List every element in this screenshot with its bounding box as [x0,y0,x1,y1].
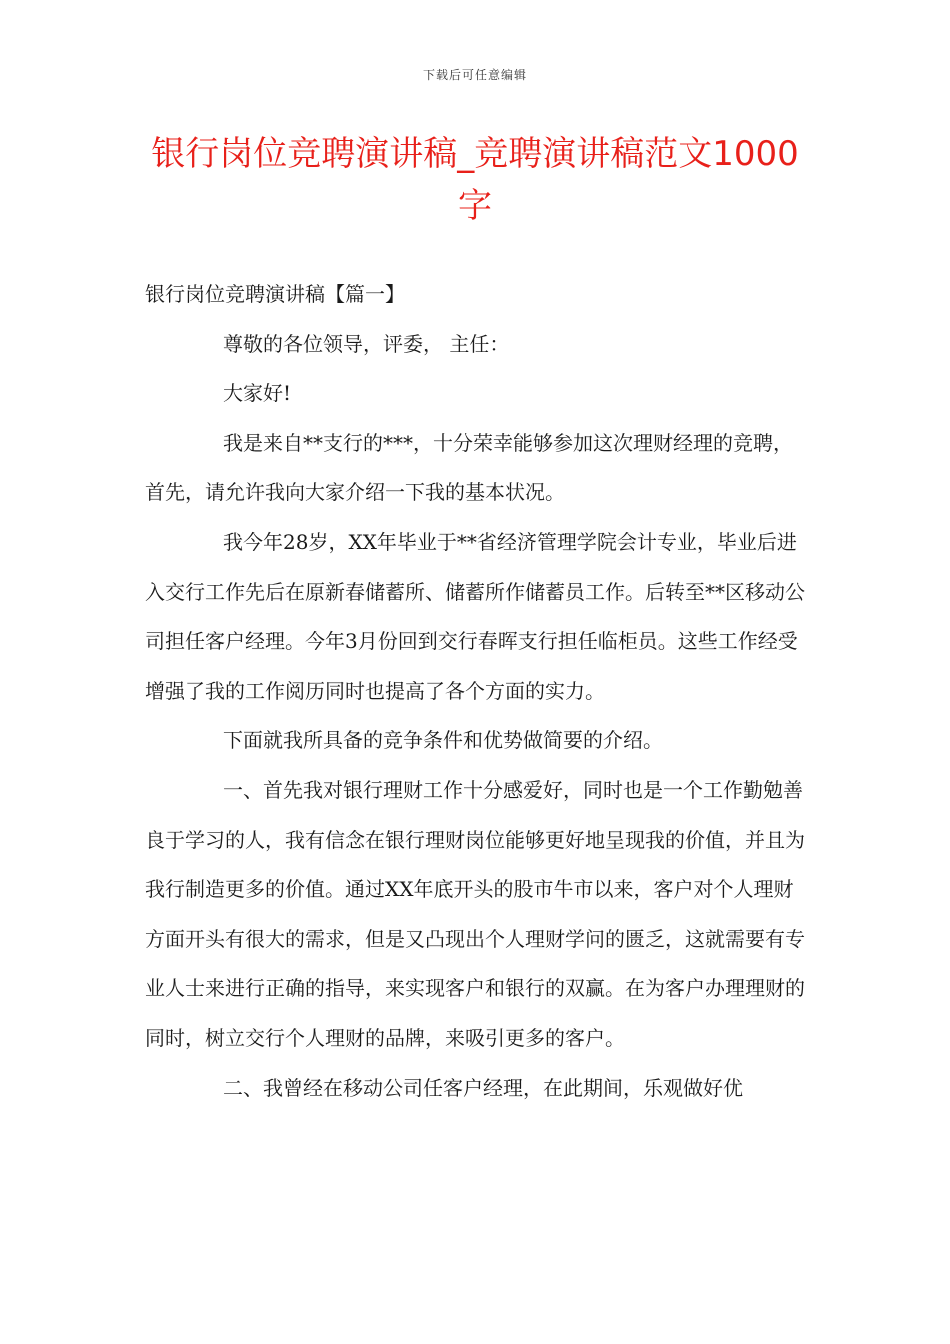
paragraph-point-one: 一、首先我对银行理财工作十分感爱好，同时也是一个工作勤勉善良于学习的人，我有信念在银行理财岗位能够更好地呈现我的价值，并且为我行制造更多的价值。通过XX年底开头的股市牛市以来，客户对个人理财方面开头有很大的需求，但是又凸现出个人理财学问的匮乏，这就需要有专业人士来进行正确的指导，来实现客户和银行的双赢。在为客户办理理财的同时，树立交行个人理财的品牌，来吸引更多的客户。 [145,777,805,1050]
paragraph-introduction: 我是来自**支行的***，十分荣幸能够参加这次理财经理的竞聘，首先，请允许我向大家介绍一下我的基本状况。 [145,430,793,505]
paragraph-overview: 下面就我所具备的竞争条件和优势做简要的介绍。 [223,728,663,753]
document-title: 银行岗位竞聘演讲稿_竞聘演讲稿范文1000字 [151,134,799,226]
page-header-note: 下载后可任意编辑 [422,68,527,82]
section-heading: 银行岗位竞聘演讲稿【篇一】 [145,282,405,306]
paragraph-background: 我今年28岁，XX年毕业于**省经济管理学院会计专业，毕业后进入交行工作先后在原新春储蓄所、储蓄所作储蓄员工作。后转至**区移动公司担任客户经理。今年3月份回到交行春晖支行担任临柜员。这些工作经受增强了我的工作阅历同时也提高了各个方面的实力。 [145,529,805,703]
paragraph-point-two: 二、我曾经在移动公司任客户经理，在此期间，乐观做好优 [223,1075,743,1100]
document-body [145,270,805,1113]
paragraph-salutation: 尊敬的各位领导，评委， 主任： [223,331,510,356]
paragraph-greeting: 大家好! [223,381,292,406]
